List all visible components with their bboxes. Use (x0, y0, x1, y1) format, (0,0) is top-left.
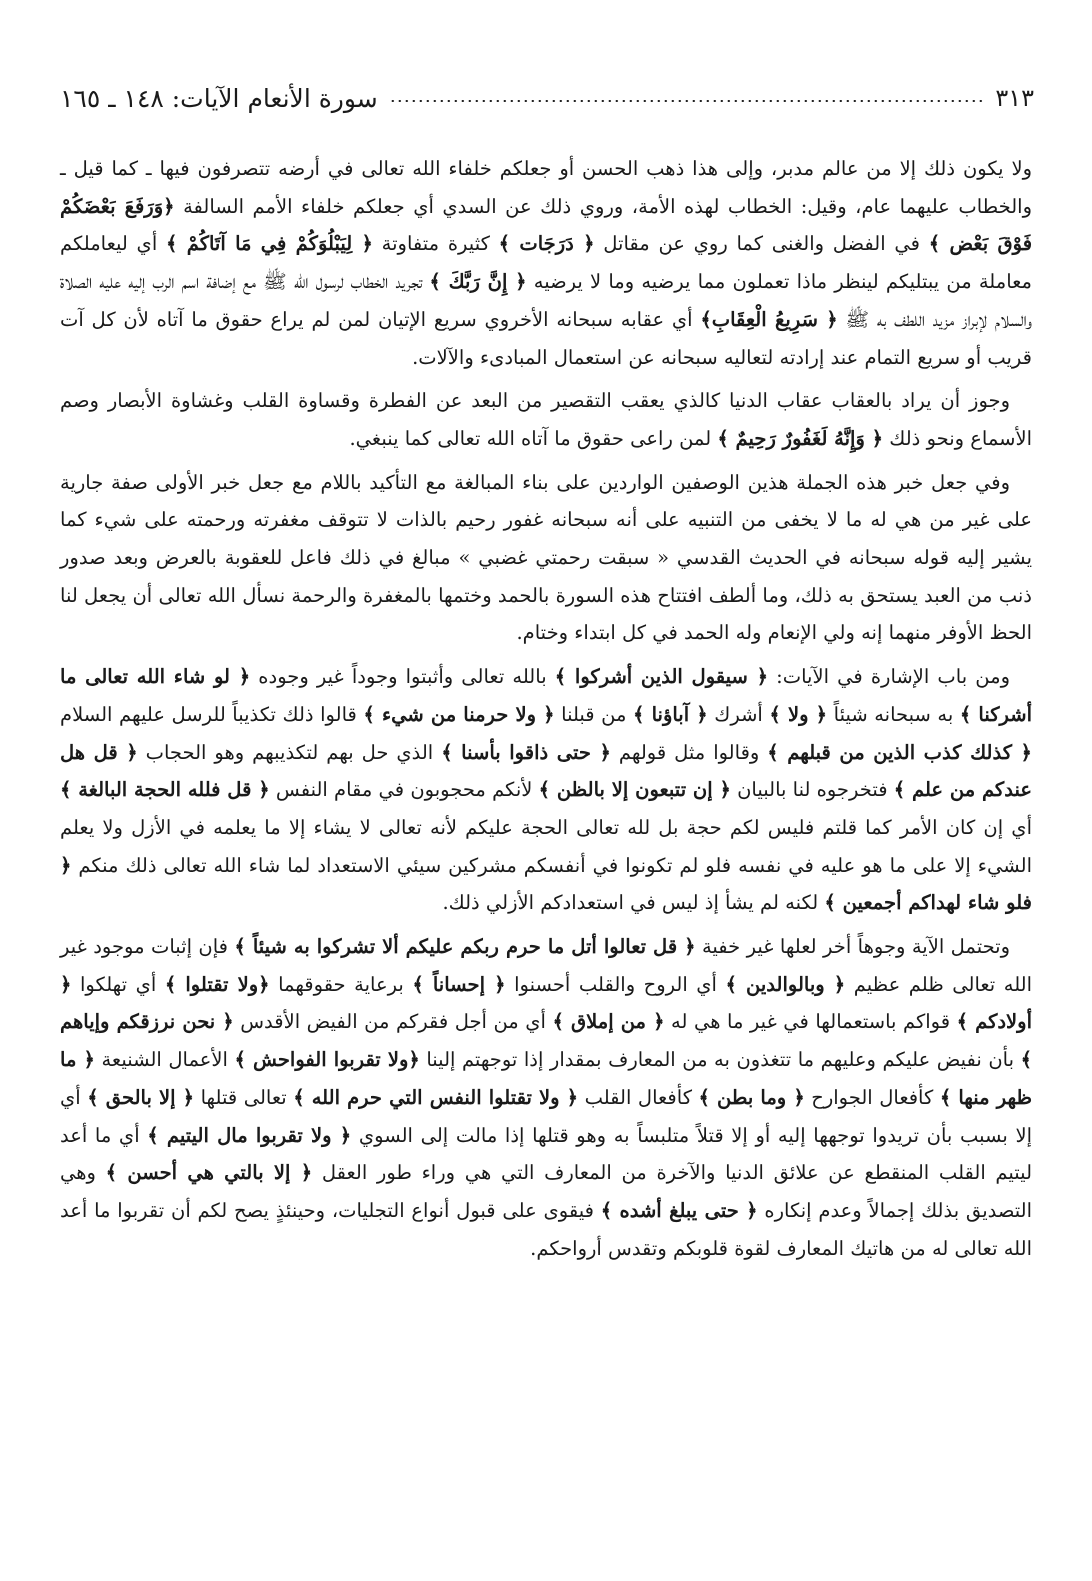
commentary-text: أشرك (707, 702, 770, 726)
page-body (60, 150, 1032, 1277)
commentary-text: كأفعال الجوارح (804, 1085, 940, 1109)
surah-title: سورة الأنعام الآيات: ١٤٨ ـ ١٦٥ (60, 83, 378, 113)
quran-verse-quote: ﴿ نحن نرزقكم وإياهم ﴾ (60, 1010, 1032, 1072)
quran-verse-quote: ﴿ سَرِيعُ الْعِقَابِ﴾ (700, 307, 838, 331)
paragraph-2 (60, 382, 1032, 457)
quran-verse-quote: ﴿ إن تتبعون إلا بالظن ﴾ (538, 778, 731, 802)
commentary-text: الأعمال الشنيعة (94, 1048, 235, 1072)
quran-verse-quote: ﴿ وبالوالدين ﴾ (725, 972, 846, 996)
commentary-text: كثيرة متفاوتة (372, 232, 499, 256)
quran-verse-quote: ﴿ سيقول الذين أشركوا ﴾ (554, 665, 769, 689)
commentary-text: فإن إثبات موجود غير الله تعالى ظلم عظيم (60, 935, 1033, 996)
quran-verse-quote: ﴿ من إملاق ﴾ (552, 1010, 665, 1034)
quran-verse-quote: ﴿ أولادكم ﴾ (60, 972, 1032, 1034)
commentary-text: لكنه لم يشأ إذ ليس في استعدادكم الأزلي ذلك. (442, 891, 825, 915)
quran-verse-quote: ﴿ لِيَبْلُوَكُمْ فِي مَا آتَاكُمْ ﴾ (165, 232, 373, 256)
commentary-text: وفي جعل خبر هذه الجملة هذين الوصفين الواردين على بناء المبالغة مع التأكيد باللام مع جعل خبر الأولى صفة جارية على غير من هي له ما لا يخفى من التنبيه على أنه سبحانه غفور رحيم بالذات لا تتوقف مغفرته ورحمته على شيء كما يشير إليه قوله سبحانه في الحديث القدسي « سبقت رحمتي غضبي » مبالغ في ذلك فاعل للعقوبة بالعرض وبعد صدور ذنب من العبد يستحق به ذلك، وما ألطف افتتاح هذه السورة بالحمد وختمها بالمغفرة والرحمة نسأل الله تعالى أن يجعل لنا الحظ الأوفر منهما إنه ولي الإنعام وله الحمد في كل ابتداء وختام. (60, 470, 1032, 645)
paragraph-5 (60, 928, 1032, 1267)
paragraph-3 (60, 464, 1032, 653)
quran-verse-quote: ﴿ حتى يبلغ أشده ﴾ (600, 1198, 758, 1222)
leader-dots (388, 100, 986, 102)
quran-verse-quote: ﴿ قل فلله الحجة البالغة ﴾ (60, 778, 270, 802)
quran-verse-quote: ﴿ حتى ذاقوا بأسنا ﴾ (441, 740, 611, 764)
commentary-text: فيقوى على قبول أنواع التجليات، وحينئذٍ يصح لكم أن تقربوا ما أعد الله تعالى له من هاتيك المعارف لقوة قلوبكم وتقدس أرواحكم. (60, 1198, 1032, 1260)
quran-verse-quote: ﴿ قل هل عندكم من علم ﴾ (60, 740, 1032, 802)
commentary-text: قواكم باستعمالها في غير ما هي له (664, 1010, 957, 1034)
quran-verse-quote: ﴿ ولا تقتلوا النفس التي حرم الله ﴾ (293, 1085, 579, 1109)
quran-verse-quote: ﴿ ولا تقربوا مال اليتيم ﴾ (147, 1123, 352, 1147)
commentary-text: لأنكم محجوبون في مقام النفس (269, 778, 539, 802)
quran-verse-quote: ﴿ فلو شاء لهداكم أجمعين ﴾ (60, 853, 1032, 915)
commentary-text: كأفعال القلب (578, 1085, 699, 1109)
commentary-text: أي ليعاملكم معاملة من يبتليكم لينظر ماذا تعملون مما يرضيه وما لا يرضيه (60, 232, 1032, 294)
quran-verse-quote: ﴿وَرَفَعَ بَعْضَكُمْ فَوْقَ بَعْض ﴾ (60, 194, 1033, 256)
commentary-text: قالوا ذلك تكذيباً للرسل عليهم السلام (60, 702, 364, 726)
commentary-text: بأن نفيض عليكم وعليهم ما تتغذون به من المعارف بمقدار إذا توجهتم إلينا (419, 1048, 1021, 1072)
quran-verse-quote: ﴿ وَإِنَّهُ لَغَفُورٌ رَحِيمٌ ﴾ (717, 426, 884, 450)
quran-verse-quote: ﴿ولا تقتلوا ﴾ (164, 972, 270, 996)
commentary-text: به سبحانه شيئاً (827, 702, 960, 726)
commentary-text: أي تهلكوا (71, 972, 165, 996)
commentary-text: أي إلا بسبب بأن تريدوا توجهها إليه أو إلا قتلاً متلبساً به وهو قتلها إذا مالت إلى السوي (60, 1085, 1033, 1147)
commentary-text: أي إن كان الأمر كما قلتم فليس لكم حجة بل لله تعالى الحجة عليكم لأنه تعالى لا يشاء إلا ما يعلمه في الأزل ولا يعلم الشيء إلا على ما هو عليه في نفسه فلو لم تكونوا في أنفسكم مشركين سيئي الاستعداد لما شاء الله تعالى ذلك منكم (60, 815, 1032, 877)
commentary-text: وتحتمل الآية وجوهاً أخر لعلها غير خفية (695, 935, 1011, 959)
quran-verse-quote: ﴿ كذلك كذب الذين من قبلهم ﴾ (767, 740, 1032, 764)
commentary-text: أي من أجل فقركم من الفيض الأقدس (233, 1010, 553, 1034)
quran-verse-quote: ﴿ إِنَّ رَبَّكَ ﴾ (429, 270, 527, 294)
commentary-text: ولا يكون ذلك إلا من عالم مدبر، وإلى هذا ذهب الحسن أو جعلكم خلفاء الله تعالى في أرضه تتصرفون فيها ـ كما قيل ـ والخطاب عليهما عام، وقيل: الخطاب لهذه الأمة، وروي ذلك عن السدي أي جعلكم خلفاء الأمم السالفة (60, 157, 1032, 218)
quran-verse-quote: ﴿ ولا حرمنا من شيء ﴾ (363, 702, 555, 726)
page-number: ٣١٣ (995, 84, 1034, 112)
commentary-text: أي ما أعد ليتيم القلب المنقطع عن علائق الدنيا والآخرة من المعارف التي هي وراء طور العقل (60, 1123, 1033, 1185)
quran-verse-quote: ﴿ آباؤنا ﴾ (633, 702, 708, 726)
commentary-text: ومن باب الإشارة في الآيات: (768, 665, 1010, 689)
commentary-text: بالله تعالى وأثبتوا وجوداً غير وجوده (250, 665, 555, 689)
quran-verse-quote: ﴿ إلا بالحق ﴾ (87, 1085, 195, 1109)
paragraph-1 (60, 150, 1032, 376)
page-header (60, 78, 1034, 118)
paragraph-4 (60, 658, 1032, 922)
commentary-text: وجوز أن يراد بالعقاب عقاب الدنيا كالذي يعقب التقصير من البعد عن الفطرة وقساوة القلب وغشاوة الأبصار وصم الأسماع ونحو ذلك (60, 389, 1032, 450)
quran-verse-quote: ﴿ ولا ﴾ (769, 702, 828, 726)
commentary-text: أي الروح والقلب أحسنوا (505, 972, 726, 996)
commentary-text: برعاية حقوقهما (269, 972, 413, 996)
commentary-text: وقالوا مثل قولهم (610, 740, 768, 764)
commentary-text: من قبلنا (554, 702, 634, 726)
commentary-text: في الفضل والغنى كما روي عن مقاتل (594, 232, 929, 256)
commentary-text: تجريد الخطاب لرسول الله ﷺ مع إضافة اسم الرب إليه عليه الصلاة والسلام لإبراز مزيد اللطف به ﷺ (60, 270, 1032, 331)
commentary-text: وهي التصديق بذلك إجمالاً وعدم إنكاره (60, 1161, 1033, 1222)
quran-verse-quote: ﴿ لو شاء الله تعالى ما أشركنا ﴾ (60, 665, 1033, 726)
quran-verse-quote: ﴿ دَرَجَات ﴾ (498, 232, 595, 256)
quran-verse-quote: ﴿ ما ظهر منها ﴾ (60, 1048, 1032, 1109)
commentary-text: الذي حل بهم لتكذيبهم وهو الحجاب (137, 740, 442, 764)
quran-verse-quote: ﴿ وما بطن ﴾ (698, 1085, 805, 1109)
commentary-text: تعالى قتلها (194, 1085, 294, 1109)
commentary-text: لمن راعى حقوق ما آتاه الله تعالى كما ينبغي. (349, 426, 718, 450)
commentary-text: أي عقابه سبحانه الأخروي سريع الإتيان لمن لم يراع حقوق ما آتاه لأن كل آت قريب أو سريع التمام عند إرادته لتعاليه سبحانه عن استعمال المبادىء والآلات. (60, 307, 1032, 369)
commentary-text: فتخرجوه لنا بالبيان (730, 778, 894, 802)
quran-verse-quote: ﴿ إحساناً ﴾ (412, 972, 506, 996)
quran-verse-quote: ﴿ولا تقربوا الفواحش ﴾ (234, 1048, 420, 1072)
quran-verse-quote: ﴿ إلا بالتي هي أحسن ﴾ (105, 1161, 313, 1185)
quran-verse-quote: ﴿ قل تعالوا أتل ما حرم ربكم عليكم ألا تشركوا به شيئاً ﴾ (234, 935, 696, 959)
